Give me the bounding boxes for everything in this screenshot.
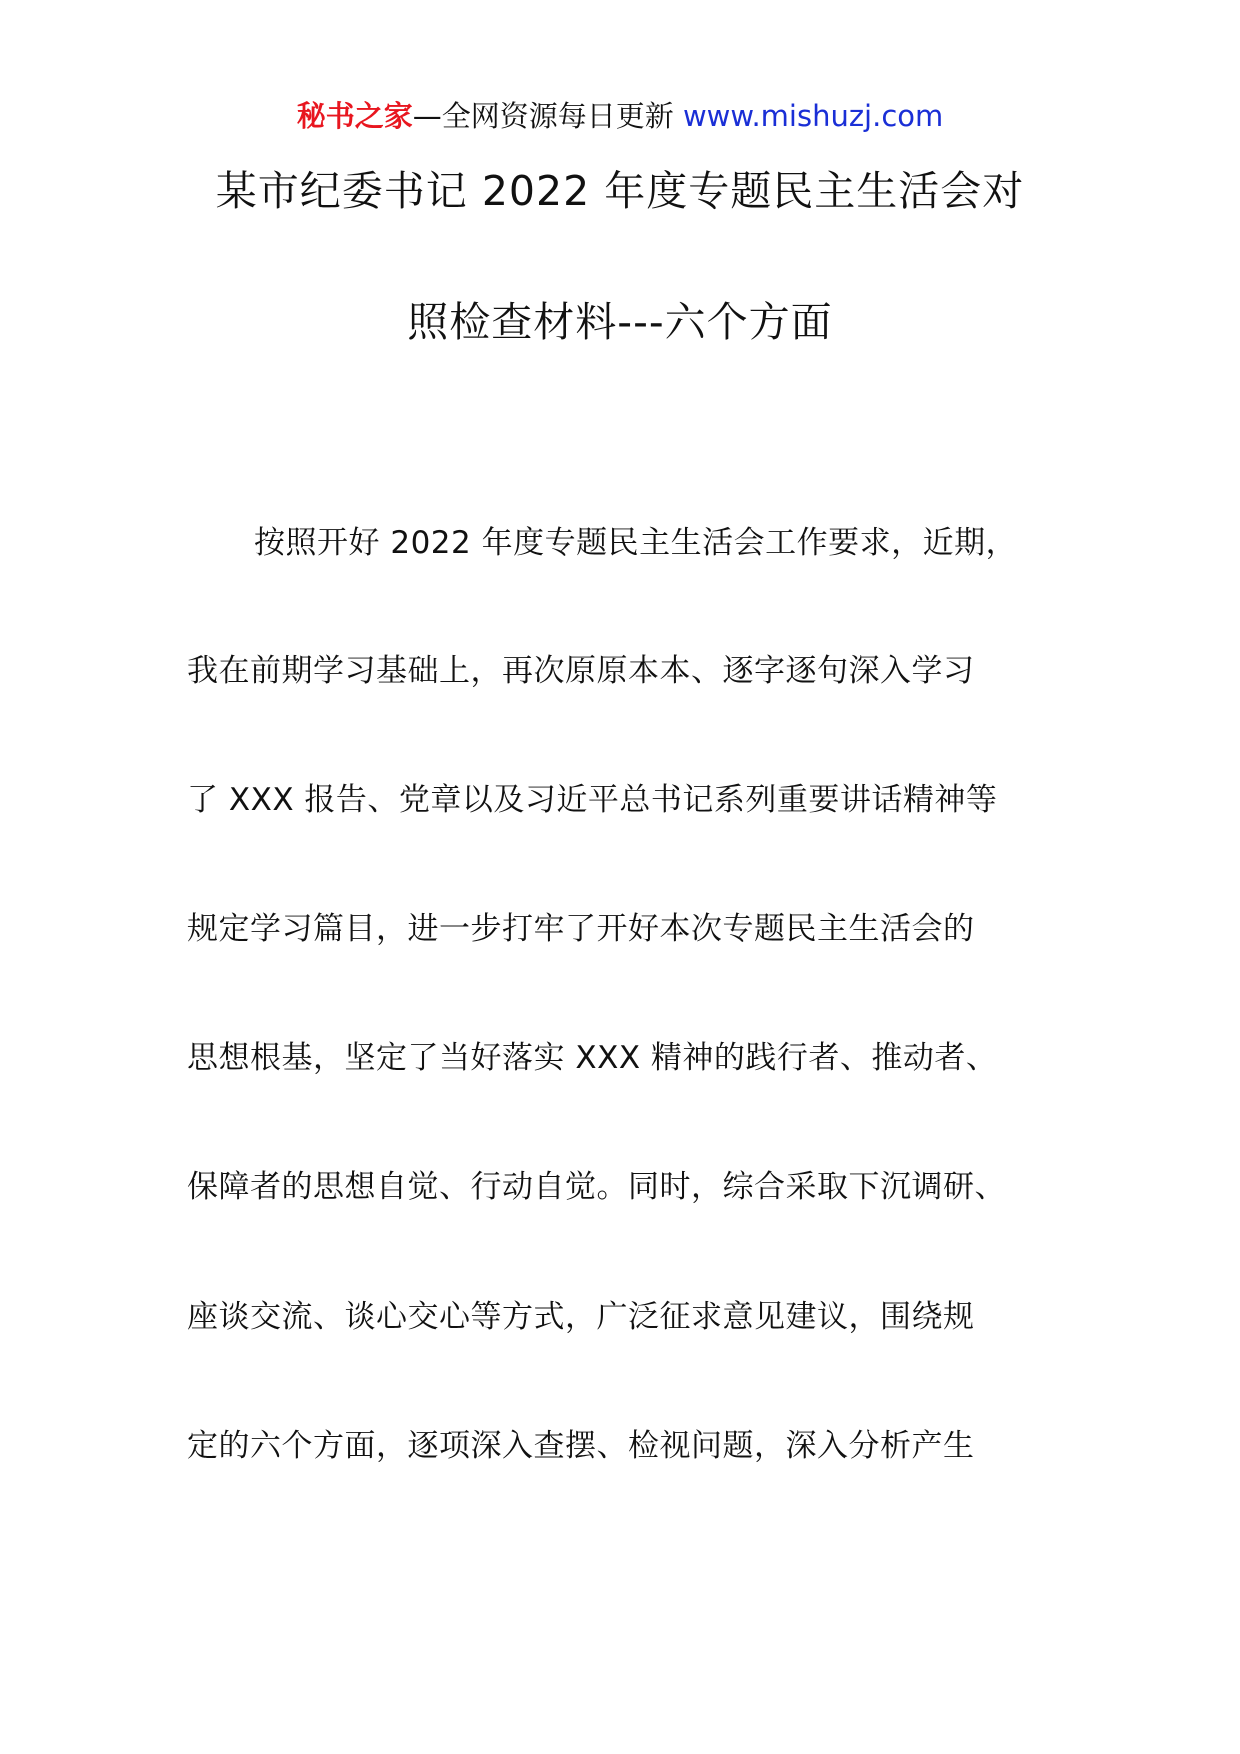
site-header	[0, 98, 1240, 134]
paragraph-line: 按照开好 2022 年度专题民主生活会工作要求，近期，	[254, 525, 1018, 561]
paragraph-line: 规定学习篇目，进一步打牢了开好本次专题民主生活会的	[187, 911, 975, 947]
paragraph-line: 了 XXX 报告、党章以及习近平总书记系列重要讲话精神等	[187, 782, 998, 818]
paragraph-line: 我在前期学习基础上，再次原原本本、逐字逐句深入学习	[187, 653, 975, 689]
site-url-link[interactable]: www.mishuzj.com	[682, 99, 944, 133]
document-title-line-1: 某市纪委书记 2022 年度专题民主生活会对	[215, 167, 1025, 215]
site-tagline: —全网资源每日更新	[412, 99, 683, 133]
site-brand: 秘书之家	[296, 99, 413, 133]
paragraph-line: 定的六个方面，逐项深入查摆、检视问题，深入分析产生	[187, 1428, 975, 1464]
paragraph-line: 座谈交流、谈心交心等方式，广泛征求意见建议，围绕规	[187, 1299, 975, 1335]
paragraph-line: 保障者的思想自觉、行动自觉。同时，综合采取下沉调研、	[187, 1169, 1006, 1205]
document-title-line-2: 照检查材料---六个方面	[407, 298, 833, 346]
paragraph-line: 思想根基，坚定了当好落实 XXX 精神的践行者、推动者、	[187, 1040, 998, 1076]
